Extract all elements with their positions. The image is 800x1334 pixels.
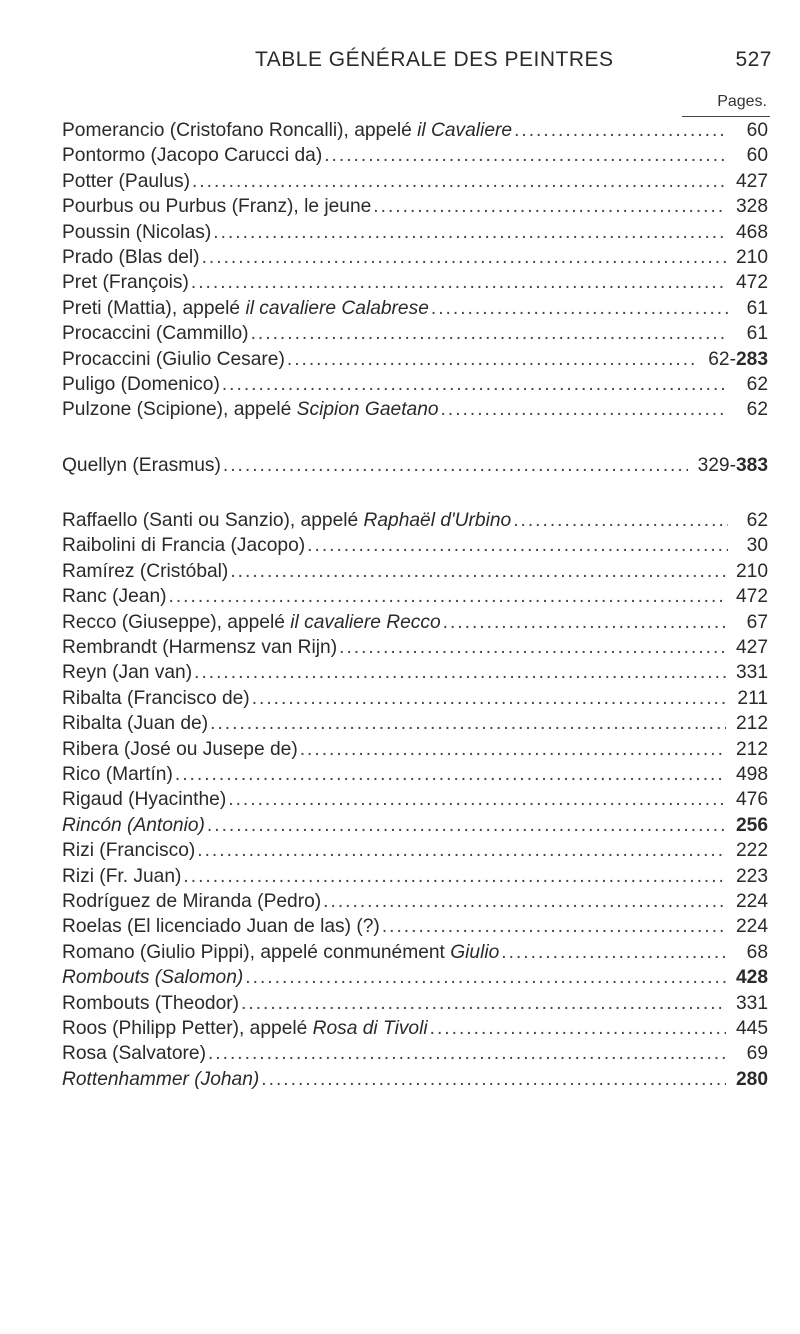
entry-page (728, 787, 768, 812)
index-entry (62, 838, 768, 863)
dot-leader (169, 584, 726, 609)
entry-page-number: 224 (735, 916, 768, 938)
entry-page-number-bold: 428 (735, 967, 768, 989)
index-entry (62, 1016, 768, 1041)
entry-name-text: Roos (Philipp Petter), appelé (62, 1017, 313, 1039)
entry-name (62, 610, 441, 635)
entry-page-number: 210 (735, 560, 768, 582)
entry-name (62, 914, 380, 939)
entry-page-number: 468 (735, 221, 768, 243)
entry-name (62, 965, 243, 990)
entry-page (728, 914, 768, 939)
entry-name (62, 584, 167, 609)
pages-column-rule (682, 116, 770, 117)
entry-page-number: 427 (735, 637, 768, 659)
entry-page (690, 453, 768, 478)
index-entry (62, 889, 768, 914)
entry-page-number: 67 (746, 611, 768, 633)
entry-page (728, 270, 768, 295)
index-entry (62, 813, 768, 838)
index-entry (62, 1067, 768, 1092)
entry-page-number: 223 (735, 865, 768, 887)
dot-leader (373, 194, 726, 219)
entry-name-text: Rosa (Salvatore) (62, 1043, 206, 1065)
dot-leader (252, 686, 728, 711)
entry-name-text: Puligo (Domenico) (62, 373, 220, 395)
entry-name-text: Poussin (Nicolas) (62, 221, 212, 243)
entry-name-text: Ribera (José ou Jusepe de) (62, 738, 298, 760)
entry-page (728, 965, 768, 990)
entry-page (728, 889, 768, 914)
entry-page (728, 220, 768, 245)
dot-leader (514, 118, 728, 143)
entry-name-italic: Rincón (Antonio) (62, 814, 205, 836)
entry-name-text: Ramírez (Cristóbal) (62, 560, 229, 582)
entry-page (728, 169, 768, 194)
entry-name (62, 635, 337, 660)
entry-name-text: Roelas (El licenciado Juan de las) (?) (62, 916, 380, 938)
entry-name-text: Rodríguez de Miranda (Pedro) (62, 890, 322, 912)
index-entry (62, 737, 768, 762)
dot-leader (431, 296, 728, 321)
index-entry (62, 270, 768, 295)
entry-page-number: 211 (737, 687, 768, 709)
entry-page-number: 62 (746, 373, 768, 395)
entry-page (730, 610, 768, 635)
entry-page (728, 245, 768, 270)
entry-page-number: 61 (746, 297, 768, 319)
entry-page-number: 224 (735, 890, 768, 912)
index-entry (62, 1041, 768, 1066)
entry-name (62, 372, 220, 397)
entry-page (728, 813, 768, 838)
entry-name (62, 169, 190, 194)
entry-name-text: Rizi (Fr. Juan) (62, 865, 182, 887)
index-entry (62, 245, 768, 270)
entry-name (62, 321, 249, 346)
index-entry (62, 914, 768, 939)
entry-page-number: 210 (735, 246, 768, 268)
entry-page (730, 397, 768, 422)
dot-leader (300, 737, 726, 762)
index-entry (62, 453, 768, 478)
entry-name (62, 397, 439, 422)
dot-leader (194, 660, 726, 685)
entry-page-number: 328 (735, 196, 768, 218)
entry-name-text: Pontormo (Jacopo Carucci da) (62, 145, 323, 167)
entry-page (728, 559, 768, 584)
entry-name (62, 1041, 206, 1066)
dot-leader (197, 838, 726, 863)
entry-name (62, 686, 250, 711)
entry-name (62, 533, 305, 558)
entry-name-text: Pourbus ou Purbus (Franz), le jeune (62, 196, 372, 218)
entry-name-text: Ribalta (Juan de) (62, 713, 209, 735)
entry-alias: Raphaël d'Urbino (363, 510, 512, 532)
entry-alias: Giulio (450, 941, 500, 963)
entry-page (730, 533, 768, 558)
entry-alias: il cavaliere Recco (290, 611, 441, 633)
index-entry (62, 991, 768, 1016)
dot-leader (228, 787, 726, 812)
entry-name-italic: Rombouts (Salomon) (62, 967, 244, 989)
entry-page-number: 60 (746, 145, 768, 167)
entry-name-text: Procaccini (Giulio Cesare) (62, 348, 285, 370)
entry-name (62, 118, 512, 143)
entry-name (62, 838, 195, 863)
index-entry (62, 711, 768, 736)
page-header (0, 48, 800, 78)
entry-page (728, 635, 768, 660)
entry-page (728, 991, 768, 1016)
entry-page-number: 445 (735, 1017, 768, 1039)
entry-page (730, 118, 768, 143)
entry-page (728, 194, 768, 219)
entry-alias: il Cavaliere (417, 120, 513, 141)
index-entry (62, 143, 768, 168)
entry-page (730, 143, 768, 168)
entry-name-text: Raffaello (Santi ou Sanzio), appelé (62, 510, 364, 532)
entry-name-text: Rombouts (Theodor) (62, 992, 240, 1014)
dot-leader (441, 397, 728, 422)
index-entry (62, 220, 768, 245)
entry-name-text: Romano (Giulio Pippi), appelé conmunément (62, 941, 451, 963)
entry-page-number: 222 (735, 840, 768, 862)
index-entry (62, 584, 768, 609)
entry-page-number: 30 (746, 535, 768, 557)
entry-page-number: 68 (746, 941, 768, 963)
dot-leader (191, 270, 726, 295)
index-entry (62, 347, 768, 372)
entry-name (62, 940, 499, 965)
dot-leader (324, 143, 728, 168)
index-entry (62, 660, 768, 685)
entry-name-text: Rico (Martín) (62, 763, 173, 785)
entry-name (62, 270, 189, 295)
index-entry (62, 762, 768, 787)
entry-page (729, 686, 768, 711)
entry-page (700, 347, 768, 372)
running-title: TABLE GÉNÉRALE DES PEINTRES (255, 48, 614, 71)
entry-page (728, 584, 768, 609)
entry-name (62, 1016, 428, 1041)
entry-page-number: 62- (708, 348, 736, 370)
dot-leader (223, 453, 688, 478)
entry-name (62, 1067, 259, 1092)
entry-page-number: 331 (735, 662, 768, 684)
entry-name (62, 787, 226, 812)
pages-column-label: Pages. (717, 93, 767, 110)
index-entry (62, 296, 768, 321)
entry-page (730, 296, 768, 321)
entry-name-text: Rizi (Francisco) (62, 840, 196, 862)
dot-leader (287, 347, 698, 372)
dot-leader (261, 1067, 726, 1092)
index-entry (62, 610, 768, 635)
entry-name (62, 194, 371, 219)
entry-page-number-bold: 383 (735, 454, 768, 476)
index-entry (62, 508, 768, 533)
entry-page (730, 372, 768, 397)
dot-leader (222, 372, 728, 397)
index-entry (62, 559, 768, 584)
entry-name (62, 508, 511, 533)
entry-page-number: 62 (746, 399, 768, 421)
page-number: 527 (735, 48, 772, 71)
entry-page (728, 737, 768, 762)
entry-name (62, 559, 228, 584)
entry-page (730, 1041, 768, 1066)
entry-page (728, 711, 768, 736)
entry-name (62, 864, 181, 889)
entry-name (62, 347, 285, 372)
entry-page (728, 762, 768, 787)
entry-page-number: 331 (735, 992, 768, 1014)
entry-page-number: 472 (735, 586, 768, 608)
index-entry (62, 787, 768, 812)
entry-name (62, 991, 239, 1016)
entry-page-number: 476 (735, 789, 768, 811)
dot-leader (307, 533, 728, 558)
dot-leader (339, 635, 726, 660)
index-entry (62, 194, 768, 219)
entry-page-number: 62 (746, 510, 768, 532)
index-entry (62, 118, 768, 143)
entry-page-number-bold: 283 (735, 348, 768, 370)
index-entry (62, 635, 768, 660)
entry-name (62, 660, 192, 685)
entry-name-text: Ribalta (Francisco de) (62, 687, 250, 709)
entry-page-number: 60 (746, 120, 768, 141)
entry-page-number-bold: 280 (735, 1068, 768, 1090)
entry-name (62, 296, 429, 321)
dot-leader (245, 965, 726, 990)
dot-leader (210, 711, 726, 736)
index-entry (62, 169, 768, 194)
entry-page (728, 838, 768, 863)
entry-name-text: Ranc (Jean) (62, 586, 167, 608)
entry-page-number: 498 (735, 763, 768, 785)
dot-leader (251, 321, 728, 346)
entry-page-number: 329- (697, 454, 736, 476)
entry-name-text: Quellyn (Erasmus) (62, 454, 221, 476)
entry-name-text: Reyn (Jan van) (62, 662, 193, 684)
entry-alias: Rosa di Tivoli (312, 1017, 428, 1039)
entry-name (62, 143, 322, 168)
entry-name-text: Pulzone (Scipione), appelé (62, 399, 297, 421)
entry-name-text: Rembrandt (Harmensz van Rijn) (62, 637, 338, 659)
entry-page-number: 61 (746, 323, 768, 345)
entry-name (62, 762, 173, 787)
entry-name-italic: Rottenhammer (Johan) (62, 1068, 260, 1090)
entry-page-number: 69 (746, 1043, 768, 1065)
index-entry (62, 533, 768, 558)
index-entry (62, 864, 768, 889)
dot-leader (213, 220, 726, 245)
dot-leader (183, 864, 726, 889)
dot-leader (513, 508, 728, 533)
entry-name-text: Recco (Giuseppe), appelé (62, 611, 291, 633)
entry-alias: Scipion Gaetano (296, 399, 439, 421)
entry-name (62, 737, 298, 762)
index-entry (62, 686, 768, 711)
entry-page (728, 864, 768, 889)
entry-name (62, 220, 211, 245)
dot-leader (202, 245, 726, 270)
dot-leader (382, 914, 726, 939)
dot-leader (175, 762, 726, 787)
index-entry (62, 940, 768, 965)
entry-name (62, 245, 200, 270)
entry-page-number: 212 (735, 738, 768, 760)
entry-page (728, 660, 768, 685)
dot-leader (430, 1016, 726, 1041)
index-entry (62, 397, 768, 422)
dot-leader (207, 813, 726, 838)
index-entry (62, 321, 768, 346)
entry-name (62, 453, 221, 478)
entry-name-text: Potter (Paulus) (62, 170, 190, 192)
dot-leader (230, 559, 726, 584)
entry-page-number: 472 (735, 272, 768, 294)
entry-page (730, 508, 768, 533)
index-entry-list (62, 118, 768, 1092)
entry-page (730, 940, 768, 965)
entry-page-number: 427 (735, 170, 768, 192)
entry-name (62, 889, 321, 914)
entry-name-text: Pret (François) (62, 272, 189, 294)
entry-name-text: Rigaud (Hyacinthe) (62, 789, 227, 811)
entry-name-text: Pomerancio (Cristofano Roncalli), appelé (62, 120, 418, 141)
dot-leader (323, 889, 726, 914)
entry-name-text: Raibolini di Francia (Jacopo) (62, 535, 306, 557)
entry-name (62, 711, 208, 736)
entry-alias: il cavaliere Calabrese (245, 297, 429, 319)
dot-leader (192, 169, 726, 194)
dot-leader (208, 1041, 728, 1066)
entry-name (62, 813, 205, 838)
entry-page (728, 1067, 768, 1092)
dot-leader (443, 610, 728, 635)
entry-page (730, 321, 768, 346)
index-entry (62, 965, 768, 990)
entry-page-number: 212 (735, 713, 768, 735)
entry-name-text: Prado (Blas del) (62, 246, 200, 268)
dot-leader (501, 940, 728, 965)
dot-leader (241, 991, 726, 1016)
entry-name-text: Preti (Mattia), appelé (62, 297, 246, 319)
entry-page (728, 1016, 768, 1041)
entry-name-text: Procaccini (Cammillo) (62, 323, 249, 345)
entry-page-number-bold: 256 (735, 814, 768, 836)
index-entry (62, 372, 768, 397)
